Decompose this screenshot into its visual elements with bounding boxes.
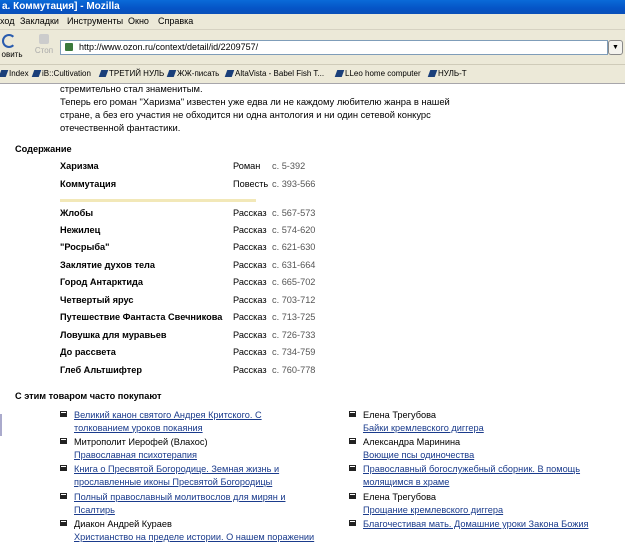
url-dropdown-button[interactable] <box>608 40 623 55</box>
related-link[interactable]: Байки кремлевского диггера <box>363 422 484 433</box>
stop-button[interactable] <box>34 34 54 55</box>
url-text: http://www.ozon.ru/context/detail/id/2209757/ <box>79 42 259 52</box>
contents-row: Харизма Роман с. 5-392 <box>60 161 306 171</box>
contents-row: Коммутация Повесть с. 393-566 <box>60 179 316 189</box>
contents-row: Четвертый ярус Рассказ с. 703-712 <box>60 295 316 305</box>
book-icon <box>349 410 357 418</box>
related-link[interactable]: Благочестивая мать. Домашние уроки Закона Божия <box>363 519 589 529</box>
related-link[interactable]: Православная психотерапия <box>74 449 197 460</box>
book-icon <box>349 492 357 500</box>
bookmark-icon <box>0 70 8 77</box>
related-link[interactable]: Воющие псы одиночества <box>363 449 475 460</box>
bookmark-item[interactable]: ЖЖ-писать <box>168 69 219 78</box>
book-icon <box>60 464 68 472</box>
bookmark-item[interactable]: AltaVista - Babel Fish T... <box>226 69 324 78</box>
book-icon <box>60 519 68 527</box>
related-link[interactable]: Великий канон святого Андрея Критского. С <box>74 410 262 420</box>
related-author: Диакон Андрей Кураев <box>74 519 172 529</box>
page-content <box>0 84 625 553</box>
navigation-toolbar <box>0 30 625 65</box>
bookmark-icon <box>225 70 235 77</box>
bookmark-icon <box>167 70 177 77</box>
bookmark-item[interactable]: НУЛЬ-Т <box>429 69 467 78</box>
url-field[interactable] <box>60 40 608 55</box>
bookmark-icon <box>99 70 109 77</box>
related-link[interactable]: Полный православный молитвослов для мирян и <box>74 492 286 502</box>
related-link[interactable]: Книга о Пресвятой Богородице. Земная жизнь и <box>74 464 280 474</box>
related-link[interactable]: Православный богослужебный сборник. В помощь <box>363 464 581 474</box>
related-item <box>349 518 588 531</box>
related-item <box>349 436 474 461</box>
menu-item-window[interactable]: Окно <box>128 16 149 26</box>
related-item <box>60 518 314 543</box>
bookmark-item[interactable]: LLeo home computer <box>336 69 421 78</box>
contents-row: Путешествие Фантаста Свечникова Рассказ с. 713-725 <box>60 312 316 322</box>
contents-row: До рассвета Рассказ с. 734-759 <box>60 347 316 357</box>
stop-icon <box>39 34 49 44</box>
left-edge-marker <box>0 414 2 436</box>
bookmark-item[interactable]: Index <box>0 69 29 78</box>
reload-label: овить <box>1 50 23 59</box>
menu-item-help[interactable]: Справка <box>158 16 194 26</box>
description-text: стремительно стал знаменитым. Теперь его роман "Харизма" известен уже едва ли не каждому любителю жанра в нашей стране, а без его участия не обходится ни одна антология и ни один сетевой конкурс отечественной фантастики. <box>60 83 450 133</box>
page-icon <box>65 43 73 51</box>
bookmark-icon <box>428 70 438 77</box>
book-icon <box>60 492 68 500</box>
related-author: Митрополит Иерофей (Влахос) <box>74 437 208 447</box>
menu-item-go[interactable]: ход <box>0 16 15 26</box>
related-author: Елена Трегубова <box>363 492 436 502</box>
related-author: Александра Маринина <box>363 437 461 447</box>
related-link[interactable]: Прощание кремлевского диггера <box>363 504 504 515</box>
menu-bar <box>0 14 625 30</box>
chevron-down-icon: ▼ <box>612 44 619 51</box>
menu-item-bookmarks[interactable]: Закладки <box>20 16 59 26</box>
related-link[interactable]: Псалтирь <box>74 504 115 515</box>
contents-row: "Росрыба" Рассказ с. 621-630 <box>60 242 316 252</box>
contents-divider <box>60 199 256 202</box>
window-title: а. Коммутация] - Mozilla <box>2 1 120 12</box>
contents-heading: Содержание <box>15 144 72 154</box>
bookmark-icon <box>335 70 345 77</box>
book-icon <box>349 519 357 527</box>
book-icon <box>349 437 357 445</box>
window-titlebar <box>0 0 625 14</box>
related-item <box>349 463 580 488</box>
stop-label: Стоп <box>34 46 54 55</box>
related-item <box>60 491 285 516</box>
related-item <box>60 409 262 434</box>
related-link[interactable]: Христианство на пределе истории. О нашем поражении <box>74 531 315 542</box>
related-link[interactable]: толкованием уроков покаяния <box>74 422 203 433</box>
bookmark-item[interactable]: ТРЕТИЙ НУЛЬ <box>100 69 164 78</box>
related-link[interactable]: прославленные иконы Пресвятой Богородицы <box>74 476 273 487</box>
reload-button[interactable] <box>0 34 24 59</box>
contents-row: Нежилец Рассказ с. 574-620 <box>60 225 316 235</box>
book-icon <box>349 464 357 472</box>
related-heading: С этим товаром часто покупают <box>15 391 162 401</box>
reload-icon <box>2 34 16 48</box>
related-item <box>60 463 279 488</box>
bookmark-icon <box>32 70 42 77</box>
related-link[interactable]: молящимся в храме <box>363 476 450 487</box>
contents-row: Глеб Альтшифтер Рассказ с. 760-778 <box>60 365 316 375</box>
contents-row: Ловушка для муравьев Рассказ с. 726-733 <box>60 330 316 340</box>
related-author: Елена Трегубова <box>363 410 436 420</box>
book-icon <box>60 410 68 418</box>
bookmark-item[interactable]: iB::Cultivation <box>33 69 91 78</box>
contents-row: Заклятие духов тела Рассказ с. 631-664 <box>60 260 316 270</box>
book-icon <box>60 437 68 445</box>
related-item <box>349 409 484 434</box>
related-item <box>349 491 503 516</box>
contents-row: Город Антарктида Рассказ с. 665-702 <box>60 277 316 287</box>
menu-item-tools[interactable]: Инструменты <box>67 16 124 26</box>
related-item <box>60 436 208 461</box>
contents-row: Жлобы Рассказ с. 567-573 <box>60 208 316 218</box>
